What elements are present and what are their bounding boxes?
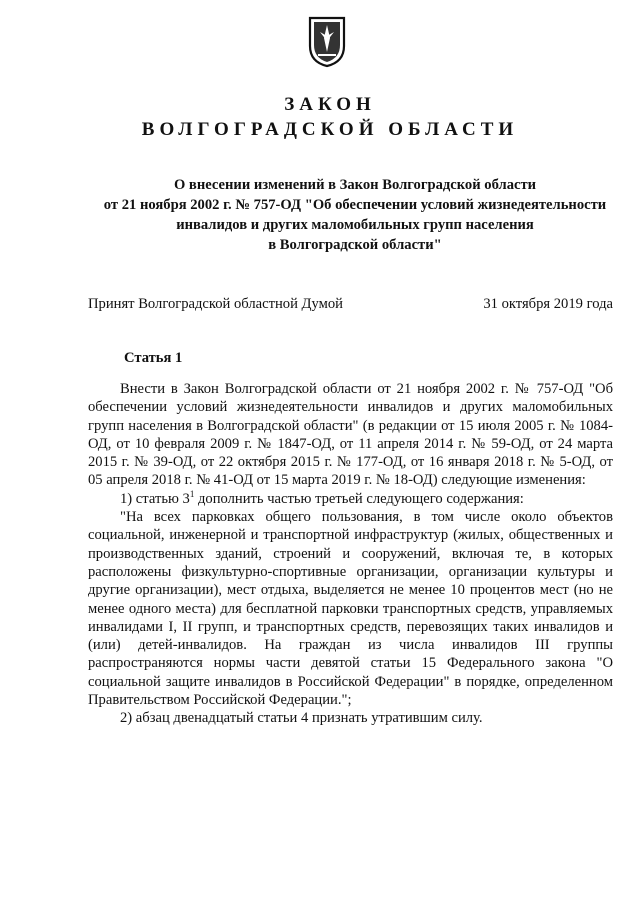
item-1 (88, 490, 613, 508)
subject-line: в Волгоградской области" (268, 237, 442, 253)
superscript: 1 (189, 488, 195, 499)
law-title: ЗАКОН (284, 94, 376, 115)
volgograd-region-emblem-icon (308, 16, 346, 68)
article-heading: Статья 1 (124, 350, 183, 366)
law-subject (70, 175, 640, 255)
article-body (88, 380, 613, 728)
adopting-body: Принят Волгоградской областной Думой (88, 296, 343, 312)
subject-line: инвалидов и других маломобильных групп населения (176, 217, 534, 233)
adoption-line (88, 296, 613, 313)
subject-line: от 21 ноября 2002 г. № 757-ОД "Об обеспечении условий жизнедеятельности (103, 197, 607, 213)
adoption-date: 31 октября 2019 года (483, 296, 613, 312)
subject-line: О внесении изменений в Закон Волгоградской области (173, 177, 537, 193)
item-1-text-end: дополнить частью третьей следующего содержания: (194, 490, 524, 507)
region-title: ВОЛГОГРАДСКОЙ ОБЛАСТИ (141, 119, 519, 140)
item-1-text: 1) статью 3 (120, 490, 190, 507)
item-2: 2) абзац двенадцатый статьи 4 признать утратившим силу. (120, 710, 483, 727)
quoted-text: "На всех парковках общего пользования, в том числе около объектов социальной, инженерной и транспортной инфраструктур (жилых, общественных и производственных зданий, строений и сооружений, включая те, в которых расположены физкультурно-спортивные организации, организации культуры и другие организации), мест отдыха, выделяется не менее 10 процентов мест (но не менее одного места) для бесплатной парковки транспортных средств, управляемых инвалидами I, II групп, и транспортных средств, перевозящих таких инвалидов и (или) детей-инвалидов. На граждан из числа инвалидов III группы распространяются нормы части девятой статьи 15 Федерального закона "О социальной защите инвалидов в Российской Федерации" в порядке, определенном Правительством Российской Федерации."; (88, 509, 613, 709)
intro-paragraph: Внести в Закон Волгоградской области от 21 ноября 2002 г. № 757-ОД "Об обеспечении условий жизнедеятельности инвалидов и других маломобильных групп населения в Волгоградской области" (в редакции от 15 июля 2005 г. № 1084-ОД, от 10 февраля 2009 г. № 1847-ОД, от 11 апреля 2014 г. № 59-ОД, от 24 марта 2015 г. № 39-ОД, от 22 октября 2015 г. № 177-ОД, от 16 января 2018 г. № 5-ОД, от 05 апреля 2018 г. № 41-ОД от 15 марта 2019 г. № 18-ОД) следующие изменения: (88, 381, 613, 489)
